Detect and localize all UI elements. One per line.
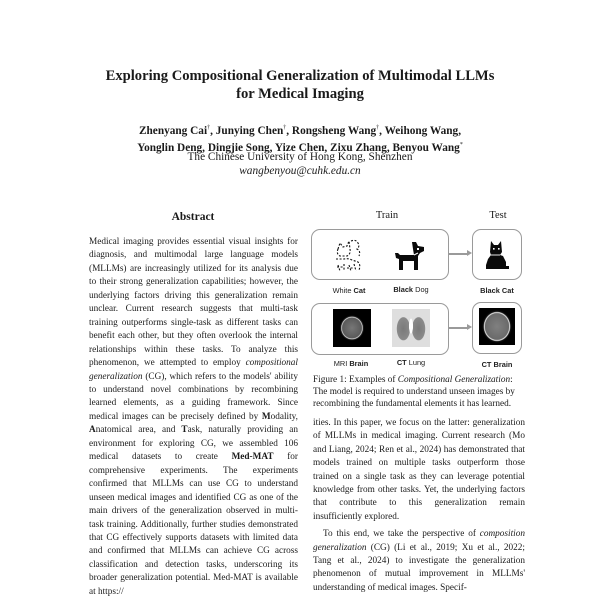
mri-brain-image [333, 309, 371, 347]
author: Dingjie Song [207, 142, 270, 155]
body-paragraph: ities. In this paper, we focus on the latter: generalization of MLLMs in medical imaging. Current research (Mo and Liang, 2024; Ren et al., 2024) has demonstrated that models trained on multiple tasks outperform those trained on a single task as they can leverage potential knowledge from other tasks. Yet, the underlying factors that contribute to this generalization remain insufficiently explored. [313, 418, 525, 522]
label-white-cat: White Cat [332, 286, 366, 295]
abstract-text: Medical imaging provides essential visual insights for diagnosis, and multimodal large language models (MLLMs) are increasingly utilized for its analysis due to their strong generalization capabilities; however, the underlying factors driving this generalization remain unclear. Current research suggests that multi-task training outperforms single-task as different tasks can benefit each other, but they often overlook the internal relationships within these tasks. To analyze this phenomenon, we attempted to employ compositional generalization (CG), which refers to the models' ability to understand novel combinations by recombining learned elements, as a guiding framework. Since medical images can be precisely defined by Modality, Anatomical area, and Task, naturally providing an environment for exploring CG, we assembled 106 medical datasets to create Med-MAT for comprehensive experiments. The experiments confirmed that MLLMs can use CG to understand unseen medical images and identified CG as one of the main drivers of the generalization observed in multi-task training. Additionally, further studies demonstrated that CG effectively supports datasets with limited data and confirmed that MLLMs can achieve CG across classification and detection tasks, underscoring its broader generalization potential. Med-MAT is available at https:// [89, 237, 298, 597]
black-dog-icon [392, 240, 426, 272]
author: Zixu Zhang [330, 142, 387, 155]
white-cat-icon [332, 237, 366, 275]
title-line-2: for Medical Imaging [236, 86, 364, 102]
arrow-right-icon [449, 327, 468, 329]
abstract-heading: Abstract [171, 211, 215, 223]
test-label: Test [489, 210, 507, 221]
author: Zhenyang Cai† [138, 124, 211, 137]
title-line-1: Exploring Compositional Generalization of Multimodal LLMs [105, 68, 495, 84]
black-cat-icon [483, 239, 511, 271]
contact-email[interactable]: wangbenyou@cuhk.edu.cn [239, 165, 361, 177]
author-list: Zhenyang Cai†, Junying Chen†, Rongsheng Wang†, Weihong Wang, Yonglin Deng, Dingjie Song, Yize Chen, Zixu Zhang, Benyou Wang* [137, 124, 463, 155]
paper-title [60, 67, 540, 103]
ct-lung-image [392, 309, 430, 347]
affiliation: The Chinese University of Hong Kong, Shenzhen [187, 151, 413, 163]
ct-brain-image [479, 308, 515, 345]
label-ct-lung: CT Lung [396, 358, 426, 367]
author: Junying Chen† [215, 124, 287, 137]
train-label: Train [375, 210, 399, 221]
arrow-right-icon [449, 253, 468, 255]
author: Yize Chen [274, 142, 325, 155]
label-ct-brain: CT Brain [481, 360, 513, 369]
author: Yonglin Deng [137, 142, 203, 155]
label-black-cat: Black Cat [480, 286, 514, 295]
author: Benyou Wang* [392, 142, 463, 155]
body-text [313, 417, 525, 595]
author: Weihong Wang [384, 124, 459, 137]
label-mri-brain: MRI Brain [333, 359, 369, 368]
label-black-dog: Black Dog [393, 285, 429, 294]
body-paragraph: To this end, we take the perspective of composition generalization (CG) (Li et al., 2019; Xu et al., 2022; Tang et al., 2024) to investigate the generalization phenomenon of mutual improvement in MLLMs' understanding of medical images. Specif- [313, 529, 525, 593]
author: Rongsheng Wang† [291, 124, 380, 137]
figure-caption: Figure 1: Examples of Compositional Generalization: The model is required to understand unseen images by recombining the fundamental elements it has learned. [313, 375, 515, 409]
